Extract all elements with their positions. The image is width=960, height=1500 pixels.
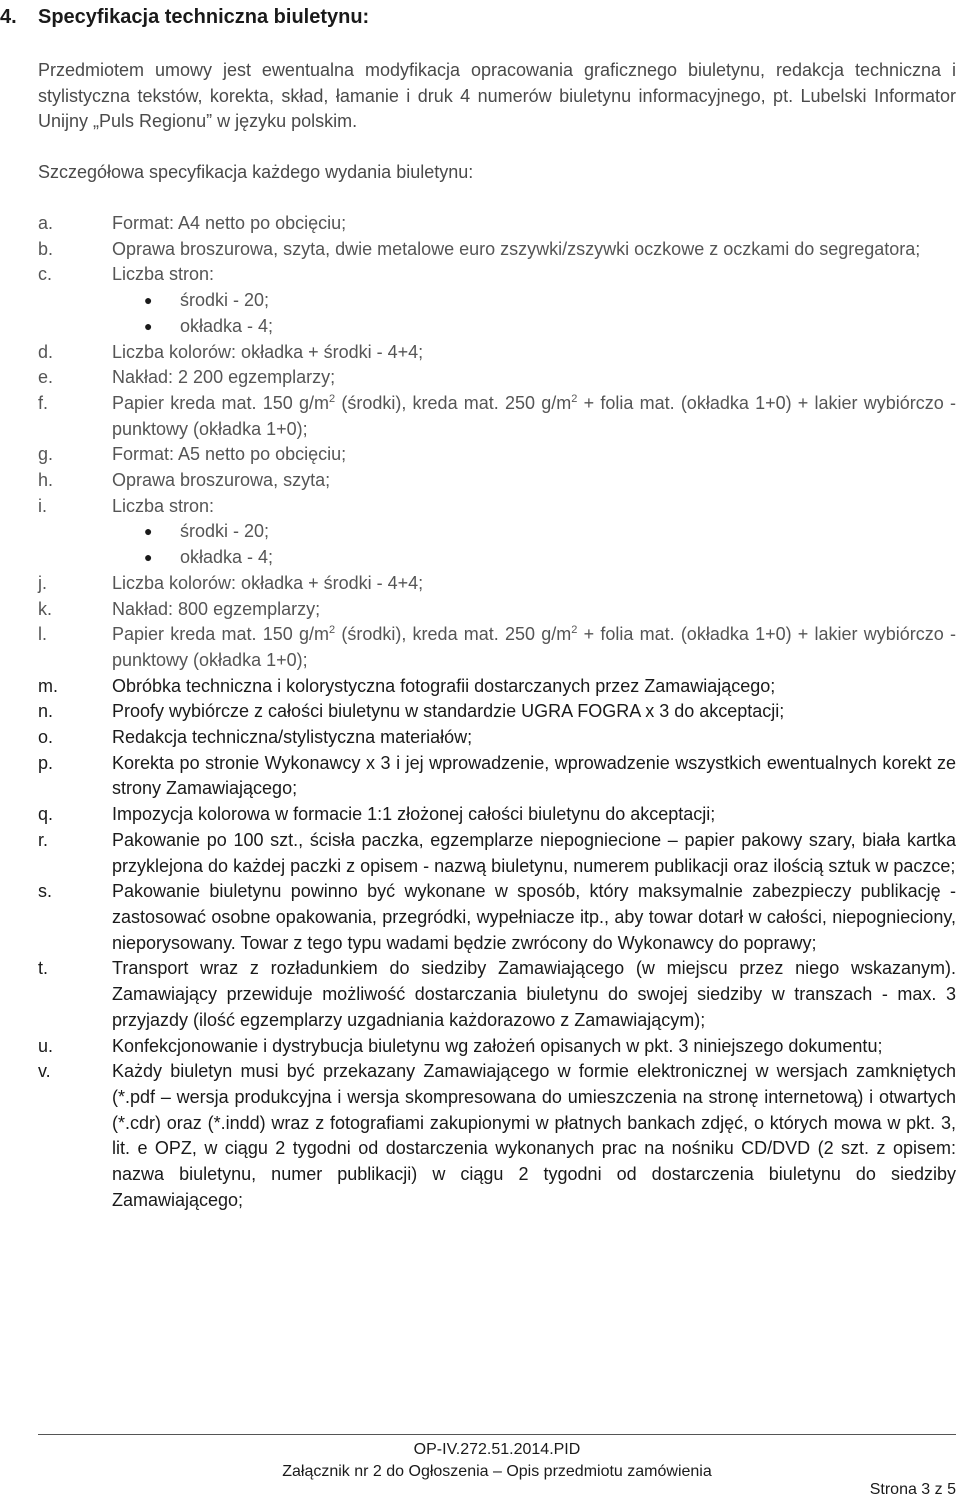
item-text: Oprawa broszurowa, szyta, dwie metalowe euro zszywki/zszywki oczkowe z oczkami do segregatora;: [112, 238, 921, 259]
item-marker: o.: [38, 727, 54, 748]
spec-item-t: [38, 956, 956, 1033]
item-text: Transport wraz z rozładunkiem do siedziby Zamawiającego (w miejscu przez niego wskazanym). Zamawiający przewiduje możliwość dostarczania biuletynu do swojej siedziby w transzach - max. 3 przyjazdy (ilość egzemplarzy uzgadniania każdorazowo z Zamawiającym);: [112, 958, 956, 1030]
item-marker: d.: [38, 341, 54, 362]
item-text: Korekta po stronie Wykonawcy x 3 i jej wprowadzenie, wprowadzenie wszystkich ewentualnych korekt ze strony Zamawiającego;: [112, 752, 956, 799]
item-marker: t.: [38, 958, 49, 979]
item-marker: c.: [38, 264, 53, 285]
section-heading: [0, 4, 369, 30]
item-marker: q.: [38, 804, 54, 825]
item-marker: k.: [38, 598, 53, 619]
item-marker: u.: [38, 1035, 54, 1056]
sub-item-text: okładka - 4;: [180, 547, 274, 568]
page-number: Strona 3 z 5: [869, 1481, 956, 1498]
page-count-list: [112, 288, 956, 339]
spec-item-b: [38, 237, 956, 263]
item-marker: s.: [38, 881, 53, 902]
item-text: Papier kreda mat. 150 $g/m^2$ (środki), kreda mat. 250 $g/m^2$ + folia mat. (okładka 1+0) + lakier wybiórczo - punktowy (okładka 1+0);: [112, 624, 957, 670]
sub-item: [112, 519, 956, 545]
item-text: Każdy biuletyn musi być przekazany Zamawiającego w formie elektronicznej w wersjach zamkniętych (*.pdf – wersja produkcyjna i wersja skompresowana do umieszczenia na stronę internetową) i otwartych (*.cdr) oraz (*.indd) wraz z fotografiami zakupionymi w płatnych bankach zdjęć, o których mowa w pkt. 3, lit. e OPZ, w ciągu 2 tygodni od dostarczenia wykonanych prac na nośniku CD/DVD (2 szt. z opisem: nazwa biuletynu, numer publikacji) w ciągu 2 tygodni od dostarczenia biuletynu do siedziby Zamawiającego;: [112, 1061, 956, 1210]
item-marker: p.: [38, 752, 54, 773]
item-text: Nakład: 2 200 egzemplarzy;: [112, 367, 336, 388]
spec-item-i: [38, 494, 956, 571]
spec-item-a: [38, 211, 956, 237]
item-text: Proofy wybiórcze z całości biuletynu w standardzie UGRA FOGRA x 3 do akceptacji;: [112, 701, 785, 722]
bullet-icon: ●: [144, 523, 153, 540]
item-marker: a.: [38, 213, 54, 233]
bullet-icon: ●: [144, 292, 153, 309]
item-text: Liczba stron:: [112, 495, 215, 516]
item-marker: m.: [38, 675, 58, 696]
sub-item-text: środki - 20;: [180, 521, 270, 542]
bullet-icon: ●: [144, 549, 153, 566]
item-text: Nakład: 800 egzemplarzy;: [112, 598, 321, 619]
item-text: Redakcja techniczna/stylistyczna materiałów;: [112, 727, 473, 748]
item-marker: g.: [38, 444, 54, 465]
spec-item-o: [38, 725, 956, 751]
item-marker: l.: [38, 624, 47, 645]
item-marker: e.: [38, 367, 54, 388]
sub-item: [112, 545, 956, 571]
item-text: Pakowanie biuletynu powinno być wykonane w sposób, który maksymalnie zabezpieczy publikację - zastosować osobne opakowania, przegródki, wypełniacze itp., aby towar dotarł w całości, niepognieciony, nieporysowany. Towar z tego typu wadami będzie zwrócony do Wykonawcy do poprawy;: [112, 881, 956, 953]
spec-item-e: [38, 365, 956, 391]
section-title: Specyfikacja techniczna biuletynu:: [38, 6, 370, 28]
item-text: Pakowanie po 100 szt., ścisła paczka, egzemplarze niepogniecione – papier pakowy szary, biała kartka przyklejona do każdej paczki z opisem - nazwą biuletynu, numerem publikacji oraz ilością sztuk w paczce;: [112, 829, 956, 876]
spec-item-s: [38, 879, 956, 956]
item-text: Papier kreda mat. 150 $g/m^2$ (środki), kreda mat. 250 $g/m^2$ + folia mat. (okładka 1+0) + lakier wybiórczo - punktowy (okładka 1+0);: [112, 392, 957, 439]
item-marker: v.: [38, 1061, 51, 1082]
spec-item-k: [38, 597, 956, 623]
spec-item-j: [38, 571, 956, 597]
item-text: Impozycja kolorowa w formacie 1:1 złożonej całości biuletynu do akceptacji;: [112, 804, 716, 825]
item-marker: f.: [38, 392, 49, 413]
spec-item-d: [38, 340, 956, 366]
sub-item: [112, 288, 956, 314]
sub-item: [112, 314, 956, 340]
document-reference: OP-IV.272.51.2014.PID: [413, 1441, 581, 1458]
spec-item-f: [38, 391, 956, 442]
item-text: Liczba kolorów: okładka + środki - 4+4;: [112, 341, 424, 362]
spec-item-l: [38, 622, 956, 673]
item-marker: i.: [38, 495, 47, 516]
item-marker: r.: [38, 829, 49, 850]
spec-item-r: [38, 828, 956, 879]
spec-list: [38, 211, 956, 1213]
spec-item-m: [38, 674, 956, 700]
section-number: 4.: [0, 6, 17, 28]
item-text: Format: A5 netto po obcięciu;: [112, 444, 347, 465]
spec-item-v: [38, 1059, 956, 1213]
spec-item-u: [38, 1034, 956, 1060]
item-marker: n.: [38, 701, 54, 722]
spec-item-h: [38, 468, 956, 494]
item-marker: b.: [38, 238, 54, 259]
intro-paragraph: Przedmiotem umowy jest ewentualna modyfikacja opracowania graficznego biuletynu, redakcja techniczna i stylistyczna tekstów, korekta, skład, łamanie i druk 4 numerów biuletynu informacyjnego, pt. Lubelski Informator Unijny „Puls Regionu” w języku polskim.: [38, 60, 956, 132]
item-text: Oprawa broszurowa, szyta;: [112, 470, 331, 491]
attachment-title: Załącznik nr 2 do Ogłoszenia – Opis przedmiotu zamówienia: [282, 1463, 712, 1480]
sub-item-text: okładka - 4;: [180, 315, 274, 336]
item-text: Liczba kolorów: okładka + środki - 4+4;: [112, 572, 424, 593]
footer-divider: [38, 1434, 956, 1435]
item-text: Obróbka techniczna i kolorystyczna fotografii dostarczanych przez Zamawiającego;: [112, 675, 776, 696]
page-count-list: [112, 519, 956, 570]
spec-subheading: Szczegółowa specyfikacja każdego wydania biuletynu:: [38, 162, 474, 182]
item-text: Konfekcjonowanie i dystrybucja biuletynu wg założeń opisanych w pkt. 3 niniejszego dokumentu;: [112, 1035, 883, 1056]
spec-item-q: [38, 802, 956, 828]
spec-item-c: [38, 262, 956, 339]
item-text: Format: A4 netto po obcięciu;: [112, 213, 347, 233]
spec-item-n: [38, 699, 956, 725]
spec-item-g: [38, 442, 956, 468]
spec-item-p: [38, 751, 956, 802]
item-marker: h.: [38, 470, 54, 491]
bullet-icon: ●: [144, 317, 153, 334]
item-marker: j.: [38, 572, 47, 593]
sub-item-text: środki - 20;: [180, 290, 270, 311]
item-text: Liczba stron:: [112, 264, 215, 285]
